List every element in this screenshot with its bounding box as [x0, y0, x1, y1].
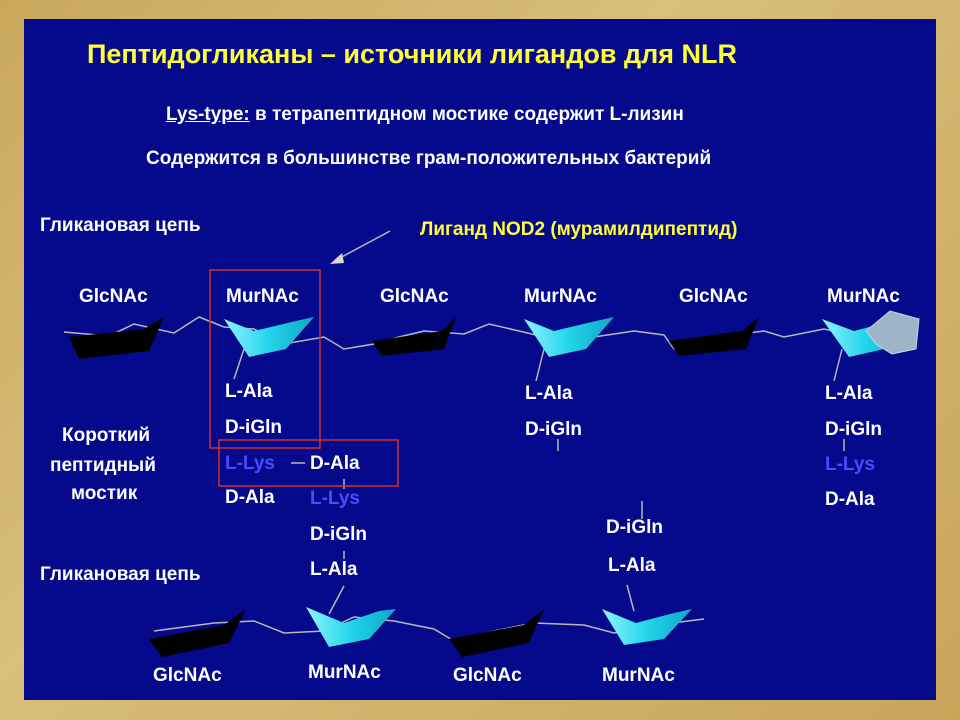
amino-acid: D-iGln	[525, 419, 582, 440]
sugar-label: MurNAc	[827, 286, 900, 307]
arrowhead-icon	[330, 253, 344, 264]
bridge-label-line-1: Короткий	[62, 425, 151, 446]
peptide-stem	[234, 349, 244, 379]
peptide-stem	[536, 349, 544, 381]
peptide-stem	[627, 585, 634, 611]
sugar-label: MurNAc	[226, 286, 299, 307]
amino-acid-lysine: L-Lys	[310, 488, 360, 509]
slide-panel	[24, 19, 936, 700]
amino-acid: L-Ala	[310, 559, 358, 580]
sugar-label: MurNAc	[524, 286, 597, 307]
amino-acid-lysine: L-Lys	[225, 453, 275, 474]
bridge-label-line-3: мостик	[71, 483, 138, 504]
amino-acid: D-Ala	[225, 487, 275, 508]
glcnac-ring	[149, 609, 246, 657]
ligand-label: Лиганд NOD2 (мурамилдипептид)	[420, 219, 738, 240]
amino-acid: L-Ala	[825, 383, 873, 404]
amino-acid-lysine: L-Lys	[825, 454, 875, 475]
upper-chain-label: Гликановая цепь	[40, 215, 201, 236]
lower-chain-label: Гликановая цепь	[40, 564, 201, 585]
amino-acid: D-iGln	[825, 419, 882, 440]
sugar-label: GlcNAc	[79, 286, 148, 307]
murnac-ring	[224, 317, 314, 357]
subtitle-line-1	[166, 104, 684, 126]
sugar-label: GlcNAc	[153, 665, 222, 686]
glcnac-ring	[372, 317, 456, 356]
bridge-label-line-2: пептидный	[50, 455, 156, 476]
amino-acid: D-iGln	[225, 417, 282, 438]
amino-acid: D-iGln	[310, 524, 367, 545]
lys-type-label: Lys-type:	[166, 104, 250, 125]
ligand-arrow	[338, 231, 390, 259]
murnac-ring	[306, 607, 396, 647]
lys-type-text: в тетрапептидном мостике содержит L-лизин	[249, 104, 684, 125]
amino-acid: L-Ala	[608, 555, 656, 576]
upper-chain-backbone	[64, 317, 894, 349]
amino-acid: D-Ala	[825, 489, 875, 510]
sugar-label: MurNAc	[308, 662, 381, 683]
subtitle-line-2: Содержится в большинстве грам-положительных бактерий	[146, 148, 712, 169]
amino-acid: L-Ala	[225, 381, 273, 402]
murnac-ring	[602, 609, 692, 645]
sugar-label: GlcNAc	[380, 286, 449, 307]
slide-title: Пептидогликаны – источники лигандов для NLR	[87, 39, 738, 69]
sugar-label: MurNAc	[602, 665, 675, 686]
glcnac-ring	[449, 609, 544, 657]
sugar-label: GlcNAc	[679, 286, 748, 307]
glcnac-ring	[669, 317, 759, 356]
peptide-stem	[329, 586, 344, 614]
amino-acid: L-Ala	[525, 383, 573, 404]
glcnac-ring	[69, 317, 164, 359]
amino-acid: D-Ala	[310, 453, 360, 474]
sugar-label: GlcNAc	[453, 665, 522, 686]
amino-acid: D-iGln	[606, 517, 663, 538]
murnac-ring	[524, 317, 614, 357]
peptide-stem	[834, 349, 842, 381]
